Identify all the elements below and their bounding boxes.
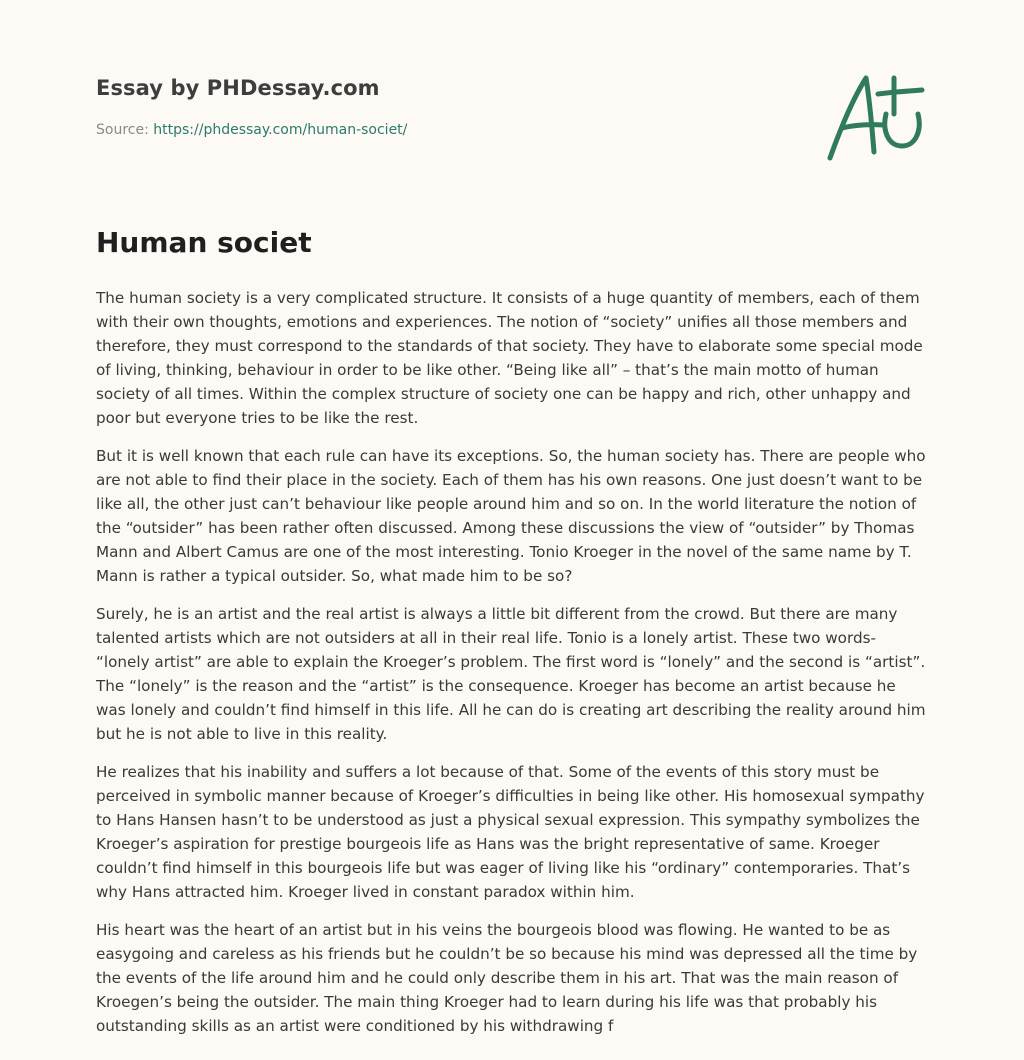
source-label: Source:	[96, 122, 154, 138]
essay-paragraph: He realizes that his inability and suffers a lot because of that. Some of the events of this story must be perceived in symbolic manner because of Kroeger’s difficulties in being like other. His homosexual sympathy to Hans Hansen hasn’t to be understood as just a physical sexual expression. This sympathy symbolizes the Kroeger’s aspiration for prestige bourgeois life as Hans was the bright representative of same. Kroeger couldn’t find himself in this bourgeois life but was eager of living like his “ordinary” contemporaries. That’s why Hans attracted him. Kroeger lived in constant paradox within him.	[96, 763, 925, 901]
a-plus-logo-icon	[822, 68, 932, 168]
page-header	[96, 76, 796, 138]
essay-paragraph: His heart was the heart of an artist but in his veins the bourgeois blood was flowing. He wanted to be as easygoing and careless as his friends but he couldn’t be so because his mind was depressed all the time by the events of the life around him and he could only describe them in his art. That was the main reason of Kroegen’s being the outsider. The main thing Kroeger had to learn during his life was that probably his outstanding skills as an artist were conditioned by his withdrawing f	[96, 921, 918, 1035]
essay-paragraph: But it is well known that each rule can have its exceptions. So, the human society has. There are people who are not able to find their place in the society. Each of them has his own reasons. One just doesn’t want to be like all, the other just can’t behaviour like people around him and so on. In the world literature the notion of the “outsider” has been rather often discussed. Among these discussions the view of “outsider” by Thomas Mann and Albert Camus are one of the most interesting. Tonio Kroeger in the novel of the same name by T. Mann is rather a typical outsider. So, what made him to be so?	[96, 447, 926, 585]
source-line	[96, 122, 796, 138]
essay-paragraph: The human society is a very complicated structure. It consists of a huge quantity of members, each of them with their own thoughts, emotions and experiences. The notion of “society” unifies all those members and therefore, they must correspond to the standards of that society. They have to elaborate some special mode of living, thinking, behaviour in order to be like other. “Being like all” – that’s the main motto of human society of all times. Within the complex structure of society one can be happy and rich, other unhappy and poor but everyone tries to be like the rest.	[96, 289, 923, 427]
essay-title: Human societ	[96, 226, 312, 259]
essay-paragraph: Surely, he is an artist and the real artist is always a little bit different from the crowd. But there are many talented artists which are not outsiders at all in their real life. Tonio is a lonely artist. These two words- “lonely artist” are able to explain the Kroeger’s problem. The first word is “lonely” and the second is “artist”. The “lonely” is the reason and the “artist” is the consequence. Kroeger has become an artist because he was lonely and couldn’t find himself in this life. All he can do is creating art describing the reality around him but he is not able to live in this reality.	[96, 605, 926, 743]
source-link[interactable]: https://phdessay.com/human-societ/	[153, 122, 408, 138]
essay-body	[96, 286, 930, 1052]
site-brand: Essay by PHDessay.com	[96, 76, 380, 100]
